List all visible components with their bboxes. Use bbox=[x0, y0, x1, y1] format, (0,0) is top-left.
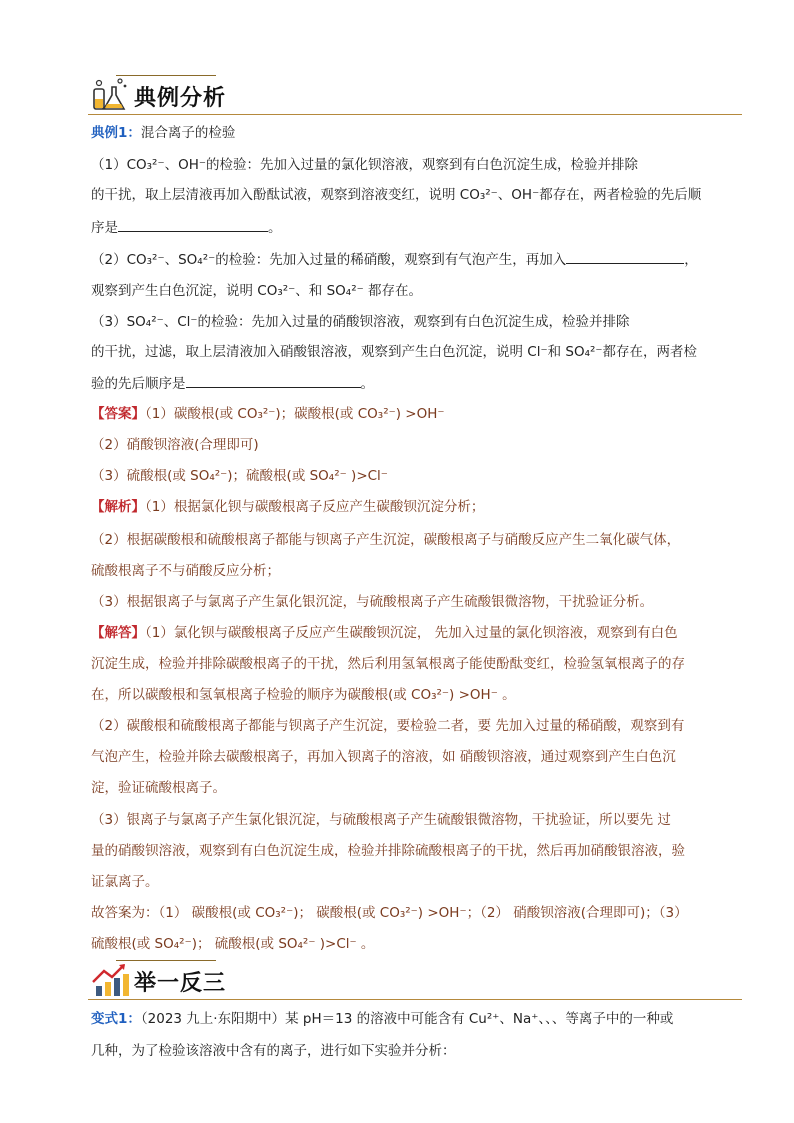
question-2-line-1 bbox=[91, 249, 711, 270]
lab-flask-icon bbox=[90, 77, 130, 113]
answer-line-1 bbox=[91, 404, 711, 424]
analysis-label: 【解析】 bbox=[91, 499, 145, 515]
section-title: 典例分析 bbox=[134, 85, 227, 111]
section-header-example bbox=[88, 75, 742, 115]
analysis-line-2: （2）根据碳酸根和硫酸根离子都能与钡离子产生沉淀，碳酸根离子与硝酸反应产生二氧化碳气体， bbox=[91, 532, 681, 548]
answer-line-3: （3）硫酸根(或 SO₄²⁻)；硫酸根(或 SO₄²⁻ )>Cl⁻ bbox=[91, 468, 388, 484]
question-1-line-1: （1）CO₃²⁻、OH⁻的检验：先加入过量的氯化钡溶液，观察到有白色沉淀生成，检验并排除 bbox=[91, 157, 638, 173]
question-3-line-3 bbox=[91, 373, 711, 394]
analysis-line-3: 硫酸根离子不与硝酸反应分析； bbox=[91, 563, 280, 579]
section-header-practice bbox=[88, 960, 742, 1000]
question-1-line-3 bbox=[91, 217, 711, 238]
solution-line-5: 气泡产生，检验并除去碳酸根离子，再加入钡离子的溶液，如 硝酸钡溶液，通过观察到产生白色沉 bbox=[91, 749, 676, 765]
solution-line-6: 淀，验证硫酸根离子。 bbox=[91, 780, 226, 796]
example-label: 典例1： bbox=[91, 125, 141, 141]
question-3-prefix: 验的先后顺序是 bbox=[91, 376, 186, 392]
solution-line-8: 量的硝酸钡溶液，观察到有白色沉淀生成，检验并排除硫酸根离子的干扰，然后再加硝酸银溶液，验 bbox=[91, 843, 685, 859]
question-2-text: （2）CO₃²⁻、SO₄²⁻的检验：先加入过量的稀硝酸，观察到有气泡产生，再加入 bbox=[91, 252, 567, 268]
solution-line-7: （3）银离子与氯离子产生氯化银沉淀，与硫酸根离子产生硫酸银微溶物，干扰验证，所以要先 过 bbox=[91, 812, 671, 828]
answer-label: 【答案】 bbox=[91, 406, 145, 422]
question-2-line-2: 观察到产生白色沉淀，说明 CO₃²⁻、和 SO₄²⁻ 都存在。 bbox=[91, 283, 423, 299]
analysis-line-1 bbox=[91, 497, 711, 517]
analysis-line-4: （3）根据银离子与氯离子产生氯化银沉淀，与硫酸根离子产生硫酸银微溶物，干扰验证分析。 bbox=[91, 594, 654, 610]
section-title: 举一反三 bbox=[134, 970, 227, 996]
question-3-line-2: 的干扰，过滤，取上层清液加入硝酸银溶液，观察到产生白色沉淀，说明 Cl⁻和 SO₄²⁻都存在，两者检 bbox=[91, 344, 698, 360]
header-rule bbox=[88, 114, 742, 115]
example-title: 混合离子的检验 bbox=[140, 125, 236, 141]
final-answer-line-2: 硫酸根(或 SO₄²⁻)； 硫酸根(或 SO₄²⁻ )>Cl⁻ 。 bbox=[91, 936, 375, 952]
question-3-suffix: 。 bbox=[360, 376, 374, 392]
solution-label: 【解答】 bbox=[91, 625, 145, 641]
question-1-prefix: 序是 bbox=[91, 220, 118, 236]
question-1-suffix: 。 bbox=[268, 220, 282, 236]
header-top-rule bbox=[116, 75, 216, 76]
solution-line-3: 在，所以碳酸根和氢氧根离子检验的顺序为碳酸根(或 CO₃²⁻) >OH⁻ 。 bbox=[91, 687, 516, 703]
variant-text-1: （2023 九上·东阳期中）某 pH＝13 的溶液中可能含有 Cu²⁺、Na⁺、、、等离子中的一种或 bbox=[140, 1011, 674, 1027]
variant-label: 变式1： bbox=[91, 1011, 141, 1027]
bar-chart-growth-icon bbox=[90, 962, 130, 998]
solution-line-9: 证氯离子。 bbox=[91, 874, 159, 890]
example-title-line bbox=[91, 123, 711, 143]
answer-blank-3[interactable] bbox=[186, 373, 361, 388]
solution-line-4: （2）碳酸根和硫酸根离子都能与钡离子产生沉淀，要检验二者，要 先加入过量的稀硝酸，观察到有 bbox=[91, 718, 685, 734]
final-answer-line-1: 故答案为：（1） 碳酸根(或 CO₃²⁻)； 碳酸根(或 CO₃²⁻) >OH⁻；（2） 硝酸钡溶液(合理即可)；（3） bbox=[91, 905, 688, 921]
answer-blank-1[interactable] bbox=[118, 217, 268, 232]
header-top-rule bbox=[116, 960, 216, 961]
solution-line-1 bbox=[91, 623, 711, 643]
solution-1: （1）氯化钡与碳酸根离子反应产生碳酸钡沉淀， 先加入过量的氯化钡溶液，观察到有白色 bbox=[145, 625, 678, 641]
question-2-suffix: ， bbox=[684, 252, 698, 268]
variant-line-2: 几种，为了检验该溶液中含有的离子，进行如下实验并分析： bbox=[91, 1043, 456, 1059]
answer-line-2: （2）硝酸钡溶液(合理即可) bbox=[91, 437, 259, 453]
answer-blank-2[interactable] bbox=[566, 249, 684, 264]
question-3-line-1: （3）SO₄²⁻、Cl⁻的检验：先加入过量的硝酸钡溶液，观察到有白色沉淀生成，检验并排除 bbox=[91, 314, 630, 330]
header-rule bbox=[88, 999, 742, 1000]
answer-1: （1）碳酸根(或 CO₃²⁻)；碳酸根(或 CO₃²⁻) >OH⁻ bbox=[145, 406, 445, 422]
variant-line-1 bbox=[91, 1009, 711, 1029]
solution-line-2: 沉淀生成，检验并排除碳酸根离子的干扰，然后利用氢氧根离子能使酚酞变红，检验氢氧根离子的存 bbox=[91, 656, 685, 672]
question-1-line-2: 的干扰，取上层清液再加入酚酞试液，观察到溶液变红，说明 CO₃²⁻、OH⁻都存在，两者检验的先后顺 bbox=[91, 187, 702, 203]
analysis-1: （1）根据氯化钡与碳酸根离子反应产生碳酸钡沉淀分析； bbox=[145, 499, 485, 515]
